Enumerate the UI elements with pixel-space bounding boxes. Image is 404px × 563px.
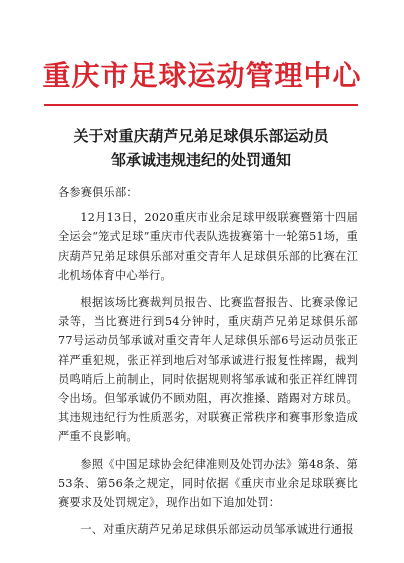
document-title-line-2: 邹承诚违规违纪的处罚通知 [110, 151, 291, 169]
paragraph: 参照《中国足球协会纪律准则及处罚办法》第48条、第53条、第56条之规定，同时依据《重庆市业余足球联赛比赛要求及处罚规定》，现作出如下追加处罚： [58, 457, 358, 510]
paragraph: 一、对重庆葫芦兄弟足球俱乐部运动员邹承诚进行通报 [80, 523, 354, 537]
paragraph: 根据该场比赛裁判员报告、比赛监督报告、比赛录像记录等，当比赛进行到54分钟时，重庆葫芦兄弟足球俱乐部77号运动员邹承诚对重交青年人足球俱乐部6号运动员张正祥严重犯规，张正祥到地后对邹承诚进行报复性摔踢，裁判员鸣哨后上前制止，同时依据规则将邹承诚和张正祥红牌罚令出场。但邹承诚仍不顾劝阻，再次推搡、踏踢对方球员。其违规违纪行为性质恶劣，对联赛正常秩序和赛事形象造成严重不良影响。 [58, 296, 358, 444]
document-title-line-1: 关于对重庆葫芦兄弟足球俱乐部运动员 [73, 127, 329, 145]
paragraph: 12月13日，2020重庆市业余足球甲级联赛暨第十四届全运会“笼式足球”重庆市代表队选拔赛第十一轮第51场，重庆葫芦兄弟足球俱乐部对重交青年人足球俱乐部的比赛在江北机场体育中心举行。 [58, 211, 358, 282]
organization-header: 重庆市足球运动管理中心 [42, 59, 362, 92]
red-divider-line [44, 104, 358, 106]
document-title [44, 124, 358, 172]
salutation: 各参赛俱乐部： [58, 186, 138, 199]
document-body [58, 183, 358, 543]
